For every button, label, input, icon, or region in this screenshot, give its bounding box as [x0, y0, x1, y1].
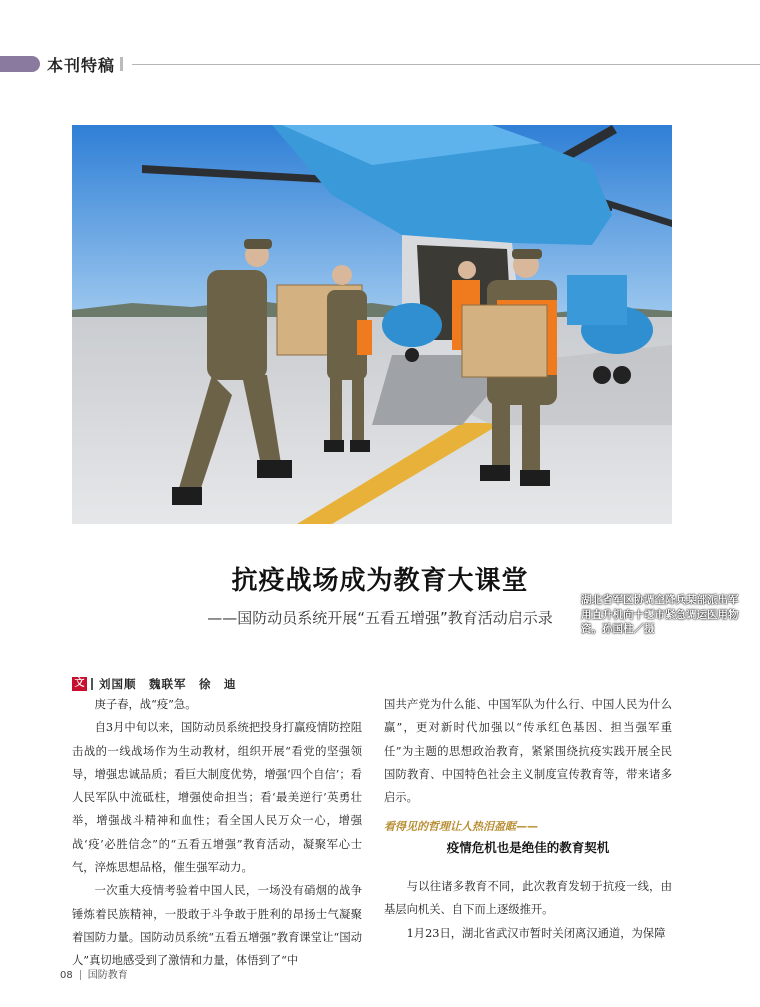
- paragraph: 与以往诸多教育不同，此次教育发轫于抗疫一线，由基层向机关、自下而上逐级推开。: [384, 880, 672, 917]
- byline-divider: [91, 678, 93, 690]
- magazine-name: 国防教育: [87, 970, 128, 981]
- article-title: 抗疫战场成为教育大课堂: [231, 566, 529, 596]
- article-subtitle: ——国防动员系统开展“五看五增强”教育活动启示录: [207, 609, 553, 627]
- page-number: 08: [60, 970, 73, 981]
- section-divider: [120, 57, 123, 71]
- photo-caption: 湖北省军区协调空降兵某部派出军用直升机向十堰市紧急调运医用物资。孙国柱／摄: [581, 594, 739, 635]
- section-label: 本刊特稿: [47, 56, 116, 75]
- paragraph: 国共产党为什么能、中国军队为什么行、中国人民为什么赢”，更对新时代加强以“传承红色基因、担当强军重任”为主题的思想政治教育，紧紧围绕抗疫实践开展全民国防教育、中国特色社会主义制度宣传教育等，带来诸多启示。: [384, 698, 672, 805]
- subhead-title: 疫情危机也是绝佳的教育契机: [446, 840, 610, 855]
- byline: [72, 676, 237, 692]
- paragraph: 1月23日，湖北省武汉市暂时关闭离汉通道，为保障: [406, 926, 666, 940]
- section-header: [0, 56, 760, 76]
- paragraph: 自3月中旬以来，国防动员系统把投身打赢疫情防控阻击战的一线战场作为生动教材，组织开展“看党的坚强领导，增强忠诚品质；看巨大制度优势，增强‘四个自信’；看人民军队中流砥柱，增强使命担当；看‘最美逆行’英勇壮举，增强战斗精神和血性；看全国人民万众一心，增强战‘疫’必胜信念”的“五看五增强”教育活动，凝聚军心士气，淬炼思想品格，催生强军动力。: [72, 721, 362, 875]
- byline-authors: 刘国顺 魏联军 徐 迪: [99, 677, 237, 691]
- helicopter-scene-illustration: [72, 125, 672, 524]
- article-column-right: [384, 693, 672, 809]
- page-footer: [60, 966, 128, 981]
- paragraph: 一次重大疫情考验着中国人民，一场没有硝烟的战争锤炼着民族精神，一股敢于斗争敢于胜利的昂扬士气凝聚着国防力量。国防动员系统“五看五增强”教育课堂让“国动人”真切地感受到了激情和力量，体悟到了“中: [72, 884, 362, 968]
- article-column-left: [72, 693, 362, 973]
- byline-tag: 文: [72, 677, 87, 691]
- article-column-right-continued: [384, 875, 672, 945]
- footer-divider: [80, 970, 81, 980]
- subhead-kicker: 看得见的哲理让人热泪盈眶——: [384, 820, 538, 833]
- section-tab-marker: [0, 56, 40, 72]
- section-rule: [132, 64, 760, 65]
- paragraph: 庚子春，战“疫”急。: [94, 698, 197, 711]
